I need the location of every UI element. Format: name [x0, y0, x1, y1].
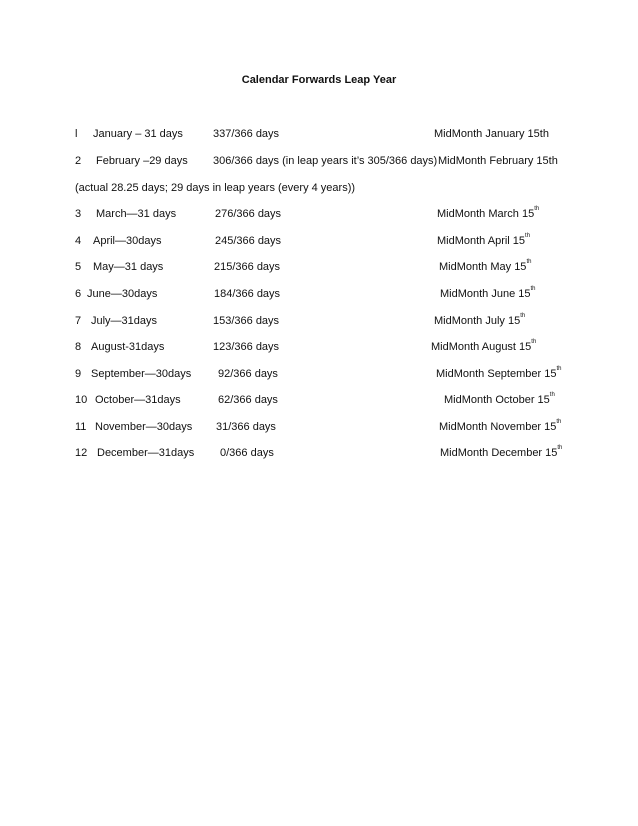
document-title: Calendar Forwards Leap Year [241, 74, 397, 86]
month-row [0, 315, 638, 331]
midmonth-date [438, 155, 558, 167]
month-row [0, 368, 638, 384]
row-number: 10 [75, 394, 88, 406]
midmonth-date [439, 421, 561, 433]
midmonth-date [437, 235, 530, 247]
midmonth-date [440, 288, 536, 300]
row-number: 12 [75, 447, 88, 459]
days-remaining: 184/366 days [214, 288, 281, 300]
ordinal-suffix: th [530, 286, 536, 292]
midmonth-date [437, 208, 539, 220]
row-number: l [75, 128, 78, 140]
month-name: May—31 days [93, 261, 164, 273]
midmonth-text: MidMonth October 15 [444, 394, 550, 406]
row-number: 4 [75, 235, 82, 247]
midmonth-text: MidMonth May 15 [439, 261, 527, 273]
month-name: June—30days [87, 288, 158, 300]
days-remaining: 31/366 days [216, 421, 276, 433]
month-row [0, 155, 638, 171]
leap-year-note: (actual 28.25 days; 29 days in leap years (every 4 years)) [75, 182, 356, 194]
month-name: August-31days [91, 341, 165, 353]
ordinal-suffix: th [556, 419, 562, 425]
midmonth-text: MidMonth November 15 [439, 421, 557, 433]
days-remaining: 0/366 days [220, 447, 274, 459]
row-number: 11 [75, 421, 87, 433]
days-remaining: 306/366 days (in leap years it’s 305/366 days) [213, 155, 438, 167]
midmonth-text: MidMonth January 15th [434, 128, 549, 140]
ordinal-suffix: th [556, 366, 562, 372]
midmonth-text: MidMonth August 15 [431, 341, 532, 353]
ordinal-suffix: th [520, 313, 526, 319]
month-row [0, 261, 638, 277]
month-name: October—31days [95, 394, 181, 406]
ordinal-suffix: th [549, 392, 555, 398]
days-remaining: 245/366 days [215, 235, 282, 247]
month-row [0, 421, 638, 437]
row-number: 3 [75, 208, 82, 220]
month-name: December—31days [97, 447, 195, 459]
month-name: April—30days [93, 235, 162, 247]
month-name: September—30days [91, 368, 192, 380]
row-number: 8 [75, 341, 82, 353]
month-name: February –29 days [96, 155, 188, 167]
midmonth-text: MidMonth December 15 [440, 447, 558, 459]
days-remaining: 62/366 days [218, 394, 278, 406]
month-row [0, 341, 638, 357]
midmonth-text: MidMonth June 15 [440, 288, 531, 300]
month-name: March—31 days [96, 208, 177, 220]
days-remaining: 276/366 days [215, 208, 282, 220]
days-remaining: 215/366 days [214, 261, 281, 273]
days-remaining: 92/366 days [218, 368, 278, 380]
month-row [0, 208, 638, 224]
midmonth-text: MidMonth September 15 [436, 368, 557, 380]
month-row [0, 288, 638, 304]
month-row [0, 235, 638, 251]
row-number: 6 [75, 288, 82, 300]
midmonth-date [440, 447, 562, 459]
month-name: July—31days [91, 315, 158, 327]
ordinal-suffix: th [557, 445, 563, 451]
midmonth-date [439, 261, 531, 273]
midmonth-text: MidMonth February 15th [438, 155, 558, 167]
days-remaining: 337/366 days [213, 128, 280, 140]
days-remaining: 153/366 days [213, 315, 280, 327]
month-name: November—30days [95, 421, 193, 433]
midmonth-date [431, 341, 536, 353]
midmonth-date [436, 368, 561, 380]
midmonth-date [434, 128, 549, 140]
month-name: January – 31 days [93, 128, 183, 140]
days-remaining: 123/366 days [213, 341, 280, 353]
month-row [0, 447, 638, 463]
midmonth-date [444, 394, 555, 406]
ordinal-suffix: th [534, 206, 540, 212]
month-row [0, 394, 638, 410]
midmonth-text: MidMonth March 15 [437, 208, 535, 220]
midmonth-text: MidMonth July 15 [434, 315, 521, 327]
row-number: 2 [75, 155, 82, 167]
row-number: 7 [75, 315, 82, 327]
ordinal-suffix: th [526, 259, 532, 265]
ordinal-suffix: th [525, 233, 531, 239]
month-row [0, 128, 638, 144]
row-number: 5 [75, 261, 82, 273]
midmonth-text: MidMonth April 15 [437, 235, 526, 247]
row-number: 9 [75, 368, 82, 380]
midmonth-date [434, 315, 525, 327]
ordinal-suffix: th [531, 339, 537, 345]
